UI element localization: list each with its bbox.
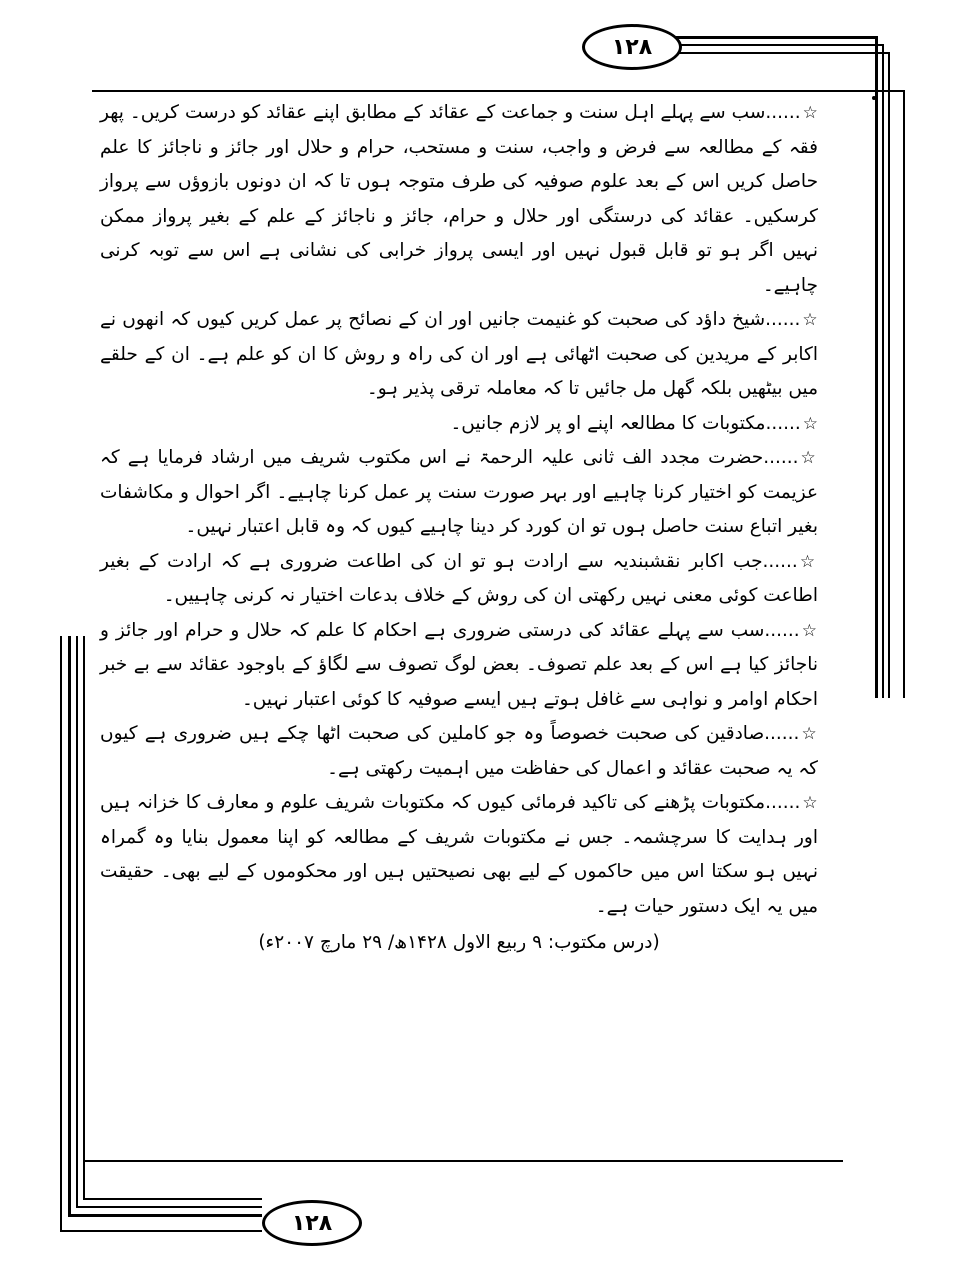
paragraph-text: ......شیخ داؤد کی صحبت کو غنیمت جانیں اور ان کے نصائح پر عمل کریں کیوں کہ انھوں نے اکابر کے مریدین کی صحبت اٹھائی ہے اور ان کی راہ و روش کا ان کو علم ہے۔ ان کے حلقے میں بیٹھیں بلکہ گھل مل جائیں تا کہ معاملہ ترقی پذیر ہو۔ [100,309,818,399]
frame-line [68,636,71,1216]
frame-line [60,636,62,1232]
frame-line [60,1230,262,1232]
frame-line [83,1160,843,1162]
star-icon: ☆ [802,310,818,330]
star-icon: ☆ [799,551,818,572]
page-number-top [582,24,682,70]
page-body [100,96,818,961]
frame-line [882,44,884,698]
frame-line [83,1198,262,1200]
paragraph-text: ......صادقین کی صحبت خصوصاً وہ جو کاملین کی صحبت اٹھا چکے ہیں ضروری ہے کیوں کہ یہ صحبت عقائد و اعمال کی حفاظت میں اہمیت رکھتی ہے۔ [100,723,818,779]
frame-line [676,52,888,54]
paragraph [100,407,818,442]
frame-line [76,636,78,1208]
paragraph [100,717,818,786]
star-icon: ☆ [802,793,818,813]
frame-line [68,1214,262,1217]
frame-line [903,90,905,698]
page-number-bottom-text: ۱۲۸ [291,1210,333,1236]
paragraph-text: ......سب سے پہلے عقائد کی درستی ضروری ہے احکام کا علم کہ حلال و حرام اور جائز و ناجائز کیا ہے اس کے بعد علم تصوف۔ بعض لوگ تصوف سے لگاؤ کے باوجود عقائد سے بے خبر احکام اوامر و نواہی سے غافل ہوتے ہیں ایسے صوفیہ کا کوئی اعتبار نہیں۔ [100,619,818,710]
ink-dot [872,96,876,100]
page-number-top-text: ۱۲۸ [611,34,653,60]
star-icon: ☆ [800,448,818,468]
page-number-bottom [262,1200,362,1246]
star-icon: ☆ [802,413,818,434]
paragraph-text: ......جب اکابر نقشبندیہ سے ارادت ہو تو ان کی اطاعت ضروری ہے کہ ارادت کے بغیر اطاعت کوئی معنی نہیں رکھتی ان کی روش کے خلاف بدعات اختیار نہ کرنی چاہییں۔ [100,550,818,606]
paragraph [100,614,818,718]
reference-line: (درس مکتوب: ۹ ربیع الاول ۱۴۲۸ھ/ ۲۹ مارچ ۲۰۰۷ء) [258,932,660,953]
paragraph [100,96,818,303]
star-icon: ☆ [801,620,818,641]
frame-line [83,636,85,1200]
frame-line [888,52,890,698]
frame-line [92,90,905,92]
frame-line [76,1206,262,1208]
paragraph-text: ......سب سے پہلے اہل سنت و جماعت کے عقائد کے مطابق اپنے عقائد کو درست کریں۔ پھر فقہ کے مطالعہ سے فرض و واجب، سنت و مستحب، حرام و حلال اور جائز و ناجائز کا علم حاصل کریں اس کے بعد علوم صوفیہ کی طرف متوجہ ہوں تا کہ ان دونوں بازوؤں سے پرواز کرسکیں۔ عقائد کی درستگی اور حلال و حرام، جائز و ناجائز کے علم کے بغیر پرواز ممکن نہیں اگر ہو تو قابل قبول نہیں اور ایسی پرواز خرابی کی نشانی ہے اس سے توبہ کرنی چاہیے۔ [100,102,818,296]
frame-line [875,36,878,698]
paragraph-text: ......مکتوبات پڑھنے کی تاکید فرمائی کیوں کہ مکتوبات شریف علوم و معارف کا خزانہ ہیں اور ہدایت کا سرچشمہ۔ جس نے مکتوبات شریف کے مطالعہ کو اپنا معمول بنایا وہ گمراہ نہیں ہو سکتا اس میں حاکموں کے لیے بھی نصیحتیں ہیں اور محکوموں کے لیے بھی۔ حقیقت میں یہ ایک دستور حیات ہے۔ [100,792,818,917]
paragraph-text: ......مکتوبات کا مطالعہ اپنے او پر لازم جانیں۔ [450,412,801,434]
star-icon: ☆ [802,103,818,123]
paragraph [100,545,818,614]
paragraph [100,441,818,545]
star-icon: ☆ [801,724,818,744]
frame-line [676,36,876,39]
paragraph [100,786,818,924]
paragraph-text: ......حضرت مجدد الف ثانی علیہ الرحمۃ نے اس مکتوب شریف میں ارشاد فرمایا ہے کہ عزیمت کو اختیار کرنا چاہیے اور بہر صورت سنت پر عمل کرنا چاہیے۔ اگر احوال و مکاشفات بغیر اتباع سنت حاصل ہوں تو ان کورد کر دینا چاہیے کیوں کہ وہ قابل اعتبار نہیں۔ [100,447,818,537]
paragraph [100,303,818,407]
frame-line [676,44,882,46]
